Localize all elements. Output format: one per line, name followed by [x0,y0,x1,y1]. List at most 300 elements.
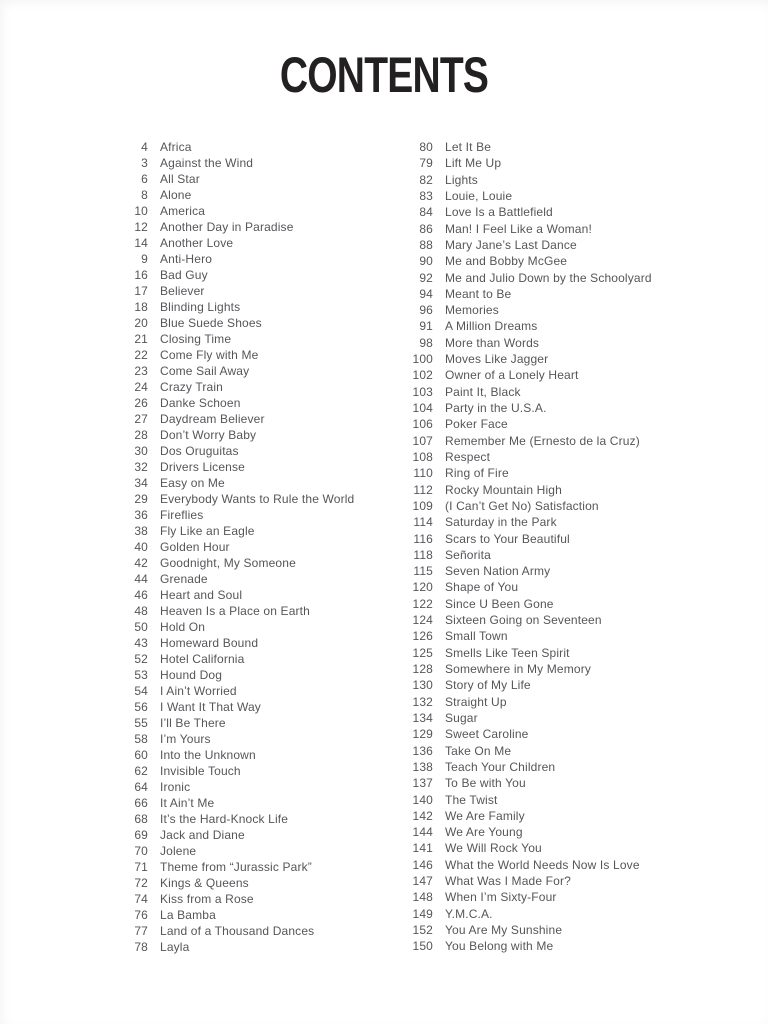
page-number: 23 [134,364,148,378]
toc-entry [118,189,394,202]
page-number: 21 [134,332,148,346]
song-title: Me and Bobby McGee [445,254,568,269]
song-title: Let It Be [445,140,492,154]
page-number: 141 [412,841,433,856]
page-number: 68 [134,812,148,826]
toc-entry [118,749,394,762]
song-title: More than Words [445,335,540,350]
page-number: 48 [134,604,148,618]
page-number: 114 [413,515,433,530]
page-number: 142 [412,808,433,823]
song-title: Somewhere in My Memory [445,662,592,676]
page-number: 16 [134,268,148,282]
page-number: 30 [134,444,148,458]
page-number: 71 [134,860,148,874]
page-number: 90 [419,254,433,269]
song-title: We Are Young [445,825,523,840]
song-title: Teach Your Children [445,759,556,774]
page-number: 118 [413,547,433,562]
song-title: Come Sail Away [160,364,250,378]
song-title: Grenade [160,572,208,586]
toc-entry [397,842,713,855]
song-title: Sugar [445,710,478,725]
song-title: Fireflies [160,508,204,522]
song-title: Hotel California [160,652,245,666]
toc-entry [397,174,713,187]
toc-entry [397,190,713,203]
song-title: It’s the Hard-Knock Life [160,812,289,826]
song-title: We Are Family [445,808,525,823]
song-title: Everybody Wants to Rule the World [160,492,355,506]
page-number: 40 [134,540,148,554]
song-title: Theme from “Jurassic Park” [160,860,312,874]
song-title: Memories [445,303,499,318]
song-title: Louie, Louie [445,188,513,203]
page-number: 82 [419,172,433,187]
song-title: Hound Dog [160,668,223,682]
page-number: 137 [412,776,433,791]
song-title: Anti-Hero [160,252,213,266]
toc-entry [118,285,394,298]
song-title: Believer [160,284,205,298]
page-number: 98 [419,335,433,350]
page-number: 152 [412,923,433,937]
page-number: 112 [413,482,433,497]
toc-entry [397,745,713,758]
song-title: I’m Yours [160,732,211,746]
toc-entry [118,429,394,442]
toc-entry [397,728,713,741]
toc-entry [397,369,713,382]
toc-entry [118,813,394,826]
song-title: Smells Like Teen Spirit [445,645,570,660]
song-title: You Are My Sunshine [445,923,563,937]
page-number: 78 [134,940,148,954]
toc-entry [397,337,713,350]
toc-entry [397,451,713,464]
page-number: 80 [419,140,433,154]
toc-entry [118,797,394,810]
toc-entry [397,533,713,546]
song-title: Fly Like an Eagle [160,524,255,538]
song-title: Poker Face [445,417,508,432]
toc-entry [397,418,713,431]
song-title: Sixteen Going on Seventeen [445,613,602,628]
toc-entry [118,317,394,330]
page-number: 148 [412,890,433,905]
toc-entry [118,381,394,394]
page-number: 102 [412,368,433,383]
page-number: 64 [134,780,148,794]
song-title: Danke Schoen [160,396,241,410]
toc-entry [397,435,713,448]
page-number: 149 [412,906,433,921]
toc-entry [118,733,394,746]
toc-entry [118,605,394,618]
toc-entry [118,253,394,266]
toc-entry [118,445,394,458]
song-title: Come Fly with Me [160,348,259,362]
toc-entry [397,940,713,953]
page-number: 134 [412,710,433,725]
song-title: Remember Me (Ernesto de la Cruz) [445,433,640,448]
toc-entry [397,255,713,268]
toc-entry [118,685,394,698]
song-title: Drivers License [160,460,245,474]
song-title: Hold On [160,620,206,634]
page-number: 140 [412,792,433,807]
page-number: 55 [134,716,148,730]
page-number: 50 [134,620,148,634]
page-number: 103 [412,384,433,399]
page-number: 96 [419,303,433,318]
song-title: Seven Nation Army [445,564,551,579]
toc-entry [397,761,713,774]
page-number: 84 [419,205,433,220]
song-title: Jack and Diane [160,828,245,842]
page-number: 17 [134,284,148,298]
song-title: Party in the U.S.A. [445,401,547,415]
toc-entry [397,810,713,823]
page-number: 107 [412,433,433,448]
page-number: 83 [419,188,433,203]
toc-entry [397,272,713,285]
page-number: 108 [412,449,433,464]
page-number: 109 [412,498,433,513]
page-number: 130 [412,678,433,693]
page-number: 53 [134,668,148,682]
song-title: What Was I Made For? [445,874,571,889]
song-title: What the World Needs Now Is Love [445,857,640,872]
page-number: 88 [419,237,433,252]
toc-entry [118,717,394,730]
toc-entry [118,653,394,666]
page-number: 125 [412,645,433,660]
page-number: 79 [419,156,433,171]
song-title: It Ain’t Me [160,796,215,810]
page-number: 100 [412,352,433,367]
toc-entry [118,701,394,714]
page-number: 77 [134,924,148,938]
page-number: 104 [412,401,433,415]
page-number: 52 [134,652,148,666]
song-title: Sweet Caroline [445,727,529,742]
song-title: Crazy Train [160,380,223,394]
page-number: 128 [412,662,433,676]
page-number: 27 [134,412,148,426]
song-title: Kings & Queens [160,876,249,890]
toc-entry [397,467,713,480]
song-title: Another Love [160,236,234,250]
toc-entry [118,765,394,778]
song-title: Heart and Soul [160,588,243,602]
page-number: 43 [134,636,148,650]
page-number: 70 [134,844,148,858]
song-title: Lights [445,172,478,187]
song-title: Mary Jane’s Last Dance [445,237,577,252]
toc-entry [397,353,713,366]
page-number: 124 [412,613,433,628]
toc-entry [118,589,394,602]
song-title: Ironic [160,780,191,794]
page-number: 44 [134,572,148,586]
toc-entry [118,861,394,874]
toc-entry [397,565,713,578]
song-title: Shape of You [445,580,519,595]
page-number: 136 [412,743,433,758]
page-number: 92 [419,270,433,285]
toc-entry [118,925,394,938]
toc-entry [118,413,394,426]
toc-entry [397,598,713,611]
song-title: Blinding Lights [160,300,241,314]
toc-entry [118,893,394,906]
song-title: Africa [160,140,192,154]
toc-entry [397,891,713,904]
song-title: Homeward Bound [160,636,259,650]
toc-entry [397,794,713,807]
page-number: 36 [134,508,148,522]
toc-entry [118,397,394,410]
page-number: 34 [134,476,148,490]
toc-entry [118,573,394,586]
page-number: 54 [134,684,148,698]
toc-entry [118,173,394,186]
toc-entry [118,141,394,154]
song-title: La Bamba [160,908,216,922]
page-number: 76 [134,908,148,922]
toc-entry [397,288,713,301]
song-title: Heaven Is a Place on Earth [160,604,310,618]
toc-entry [118,461,394,474]
page-number: 132 [412,694,433,709]
page-number: 147 [412,874,433,889]
song-title: Ring of Fire [445,466,509,481]
song-title: Moves Like Jagger [445,352,549,367]
toc-entry [397,696,713,709]
song-title: Jolene [160,844,197,858]
toc-entry [118,157,394,170]
toc-column-left [118,141,394,954]
song-title: Don’t Worry Baby [160,428,257,442]
page-number: 86 [419,221,433,236]
page-number: 20 [134,316,148,330]
toc-entry [397,484,713,497]
page-number: 38 [134,524,148,538]
toc-entry [118,525,394,538]
page-number: 129 [412,727,433,742]
song-title: Meant to Be [445,286,512,301]
page-number: 74 [134,892,148,906]
song-title: A Million Dreams [445,319,538,334]
song-title: You Belong with Me [445,939,554,954]
toc-entry [118,365,394,378]
page-number: 22 [134,348,148,362]
song-title: Man! I Feel Like a Woman! [445,221,592,236]
song-title: Story of My Life [445,678,531,693]
toc-entry [397,500,713,513]
toc-entry [397,924,713,937]
toc-entry [397,304,713,317]
song-title: Take On Me [445,743,512,758]
song-title: (I Can’t Get No) Satisfaction [445,498,599,513]
page-number: 72 [134,876,148,890]
toc-entry [397,141,713,154]
song-title: Blue Suede Shoes [160,316,262,330]
toc-entry [397,206,713,219]
song-title: Daydream Believer [160,412,265,426]
toc-entry [397,826,713,839]
page-number: 138 [412,759,433,774]
toc-entry [397,859,713,872]
toc-entry [118,541,394,554]
song-title: When I’m Sixty-Four [445,890,557,905]
page-number: 126 [412,629,433,644]
toc-entry [118,269,394,282]
page-number: 9 [141,252,148,266]
toc-entry [397,777,713,790]
page-number: 4 [141,140,148,154]
page-number: 14 [134,236,148,250]
toc-entry [118,621,394,634]
toc-entry [397,516,713,529]
song-title: Señorita [445,547,491,562]
song-title: I’ll Be There [160,716,226,730]
page-number: 115 [413,564,433,579]
song-title: Small Town [445,629,508,644]
toc-entry [118,509,394,522]
page-number: 91 [419,319,433,334]
song-title: Closing Time [160,332,232,346]
toc-entry [118,637,394,650]
song-title: Golden Hour [160,540,230,554]
toc-entry [118,477,394,490]
song-title: Paint It, Black [445,384,521,399]
toc-entry [397,875,713,888]
song-title: Owner of a Lonely Heart [445,368,579,383]
page-number: 28 [134,428,148,442]
page-number: 6 [141,172,148,186]
song-title: Bad Guy [160,268,208,282]
song-title: Land of a Thousand Dances [160,924,315,938]
song-title: Easy on Me [160,476,225,490]
page-number: 110 [413,466,433,481]
page-number: 24 [134,380,148,394]
song-title: Me and Julio Down by the Schoolyard [445,270,652,285]
page-number: 12 [134,220,148,234]
toc-entry [118,493,394,506]
page-number: 62 [134,764,148,778]
toc-column-right [397,141,713,954]
song-title: Lift Me Up [445,156,502,171]
song-title: Scars to Your Beautiful [445,531,570,546]
toc-entry [118,349,394,362]
toc-entry [397,908,713,921]
song-title: Y.M.C.A. [445,906,493,921]
page-number: 60 [134,748,148,762]
toc-entry [118,941,394,954]
song-title: Straight Up [445,694,507,709]
toc-entry [118,205,394,218]
toc-entry [397,614,713,627]
song-title: Love Is a Battlefield [445,205,553,220]
page-number: 120 [412,580,433,595]
toc-entry [397,223,713,236]
song-title: All Star [160,172,200,186]
toc-entry [397,549,713,562]
page-number: 144 [412,825,433,840]
toc-entry [118,781,394,794]
song-title: Since U Been Gone [445,596,554,611]
toc-entry [118,301,394,314]
page-number: 10 [134,204,148,218]
song-title: Invisible Touch [160,764,241,778]
page-number: 58 [134,732,148,746]
toc-entry [397,581,713,594]
toc-entry [397,402,713,415]
page-number: 146 [412,857,433,872]
page-number: 150 [412,939,433,954]
toc-entry [118,221,394,234]
song-title: Rocky Mountain High [445,482,562,497]
song-title: Against the Wind [160,156,254,170]
toc-entry [397,386,713,399]
toc-entry [397,157,713,170]
toc-entry [397,320,713,333]
page-number: 42 [134,556,148,570]
page-number: 116 [413,531,433,546]
toc-entry [397,663,713,676]
song-title: Into the Unknown [160,748,256,762]
toc-entry [397,712,713,725]
song-title: Goodnight, My Someone [160,556,296,570]
page-number: 122 [412,596,433,611]
page-number: 29 [134,492,148,506]
song-title: Kiss from a Rose [160,892,254,906]
toc-entry [118,829,394,842]
page-title: CONTENTS [279,47,489,103]
toc-entry [397,239,713,252]
toc-entry [397,647,713,660]
page-number: 26 [134,396,148,410]
song-title: Respect [445,449,491,464]
toc-entry [118,557,394,570]
song-title: We Will Rock You [445,841,542,856]
song-title: Another Day in Paradise [160,220,294,234]
page-number: 8 [141,188,148,202]
toc-entry [118,237,394,250]
song-title: America [160,204,206,218]
toc-entry [397,679,713,692]
page-number: 3 [141,156,148,170]
page-number: 56 [134,700,148,714]
song-title: The Twist [445,792,498,807]
song-title: Alone [160,188,192,202]
toc-entry [118,669,394,682]
toc-entry [118,845,394,858]
toc-entry [118,333,394,346]
page-number: 106 [412,417,433,432]
song-title: Saturday in the Park [445,515,557,530]
song-title: Dos Oruguitas [160,444,239,458]
toc-entry [397,630,713,643]
page-number: 46 [134,588,148,602]
song-title: To Be with You [445,776,526,791]
page-number: 69 [134,828,148,842]
page-number: 32 [134,460,148,474]
toc-entry [118,909,394,922]
page-number: 66 [134,796,148,810]
